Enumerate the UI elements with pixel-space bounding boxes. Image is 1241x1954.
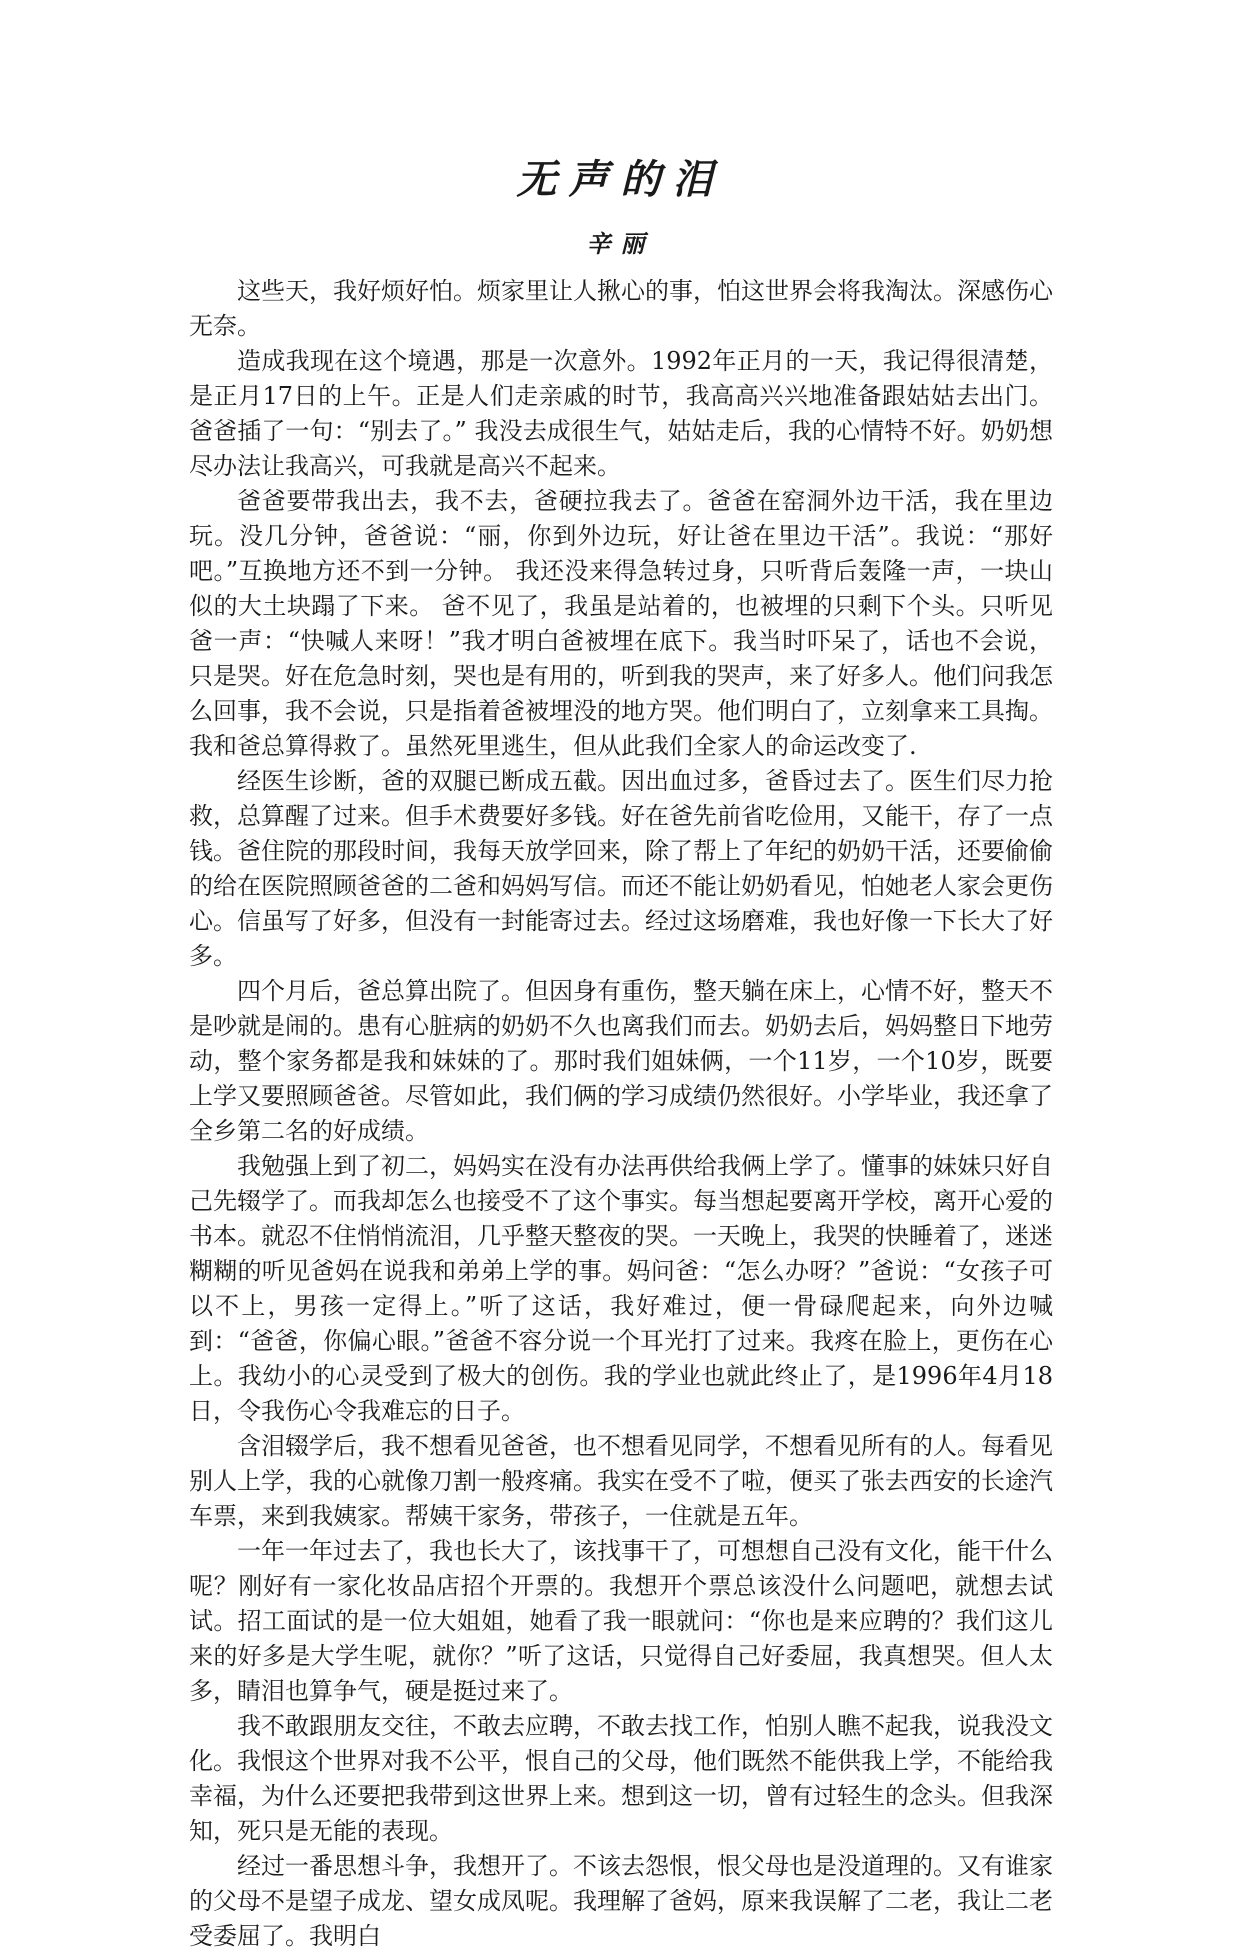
paragraph: 含泪辍学后，我不想看见爸爸，也不想看见同学，不想看见所有的人。每看见别人上学，我的心就像刀割一般疼痛。我实在受不了啦，便买了张去西安的长途汽车票，来到我姨家。帮姨干家务，带孩子，一住就是五年。 bbox=[189, 1432, 1053, 1530]
article-body bbox=[189, 274, 1053, 1954]
paragraph: 我不敢跟朋友交往，不敢去应聘，不敢去找工作，怕别人瞧不起我，说我没文化。我恨这个世界对我不公平，恨自己的父母，他们既然不能供我上学，不能给我幸福，为什么还要把我带到这世界上来。想到这一切，曾有过轻生的念头。但我深知，死只是无能的表现。 bbox=[189, 1712, 1053, 1845]
paragraph: 四个月后，爸总算出院了。但因身有重伤，整天躺在床上，心情不好，整天不是吵就是闹的。患有心脏病的奶奶不久也离我们而去。奶奶去后，妈妈整日下地劳动，整个家务都是我和妹妹的了。那时我们姐妹俩，一个11岁，一个10岁，既要上学又要照顾爸爸。尽管如此，我们俩的学习成绩仍然很好。小学毕业，我还拿了全乡第二名的好成绩。 bbox=[189, 977, 1053, 1145]
paragraph: 造成我现在这个境遇，那是一次意外。1992年正月的一天，我记得很清楚，是正月17日的上午。正是人们走亲戚的时节，我高高兴兴地准备跟姑姑去出门。爸爸插了一句：“别去了。” 我没去成很生气，姑姑走后，我的心情特不好。奶奶想尽办法让我高兴，可我就是高兴不起来。 bbox=[189, 347, 1053, 480]
paragraph: 一年一年过去了，我也长大了，该找事干了，可想想自己没有文化，能干什么呢？刚好有一家化妆品店招个开票的。我想开个票总该没什么问题吧，就想去试试。招工面试的是一位大姐姐，她看了我一眼就问：“你也是来应聘的？我们这儿来的好多是大学生呢，就你？”听了这话，只觉得自己好委屈，我真想哭。但人太多，睛泪也算争气，硬是挺过来了。 bbox=[189, 1537, 1053, 1705]
author-name: 辛丽 bbox=[586, 229, 655, 258]
paragraph: 经医生诊断，爸的双腿已断成五截。因出血过多，爸昏过去了。医生们尽力抢救，总算醒了过来。但手术费要好多钱。好在爸先前省吃俭用，又能干，存了一点钱。爸住院的那段时间，我每天放学回来，除了帮上了年纪的奶奶干活，还要偷偷的给在医院照顾爸爸的二爸和妈妈写信。而还不能让奶奶看见，怕她老人家会更伤心。信虽写了好多，但没有一封能寄过去。经过这场磨难，我也好像一下长大了好多。 bbox=[189, 767, 1053, 970]
paragraph: 这些天，我好烦好怕。烦家里让人揪心的事，怕这世界会将我淘汰。深感伤心无奈。 bbox=[189, 277, 1053, 340]
paragraph: 经过一番思想斗争，我想开了。不该去怨恨，恨父母也是没道理的。又有谁家的父母不是望子成龙、望女成凤呢。我理解了爸妈，原来我误解了二老，我让二老受委屈了。我明白 bbox=[189, 1852, 1053, 1950]
paragraph: 爸爸要带我出去，我不去，爸硬拉我去了。爸爸在窑洞外边干活，我在里边玩。没几分钟，爸爸说：“丽，你到外边玩，好让爸在里边干活”。我说：“那好吧。”互换地方还不到一分钟。 我还没来得急转过身，只听背后轰隆一声，一块山似的大土块蹋了下来。 爸不见了，我虽是站着的，也被埋的只剩下个头。只听见爸一声：“快喊人来呀！”我才明白爸被埋在底下。我当时吓呆了，话也不会说，只是哭。好在危急时刻，哭也是有用的，听到我的哭声，来了好多人。他们问我怎么回事，我不会说，只是指着爸被埋没的地方哭。他们明白了，立刻拿来工具掏。我和爸总算得救了。虽然死里逃生，但从此我们全家人的命运改变了. bbox=[189, 487, 1053, 760]
paragraph: 我勉强上到了初二，妈妈实在没有办法再供给我俩上学了。懂事的妹妹只好自己先辍学了。而我却怎么也接受不了这个事实。每当想起要离开学校，离开心爱的书本。就忍不住悄悄流泪，几乎整天整夜的哭。一天晚上，我哭的快睡着了，迷迷糊糊的听见爸妈在说我和弟弟上学的事。妈问爸：“怎么办呀？”爸说：“女孩子可以不上，男孩一定得上。”听了这话，我好难过，便一骨碌爬起来，向外边喊到：“爸爸，你偏心眼。”爸爸不容分说一个耳光打了过来。我疼在脸上，更伤在心上。我幼小的心灵受到了极大的创伤。我的学业也就此终止了，是1996年4月18日，令我伤心令我难忘的日子。 bbox=[189, 1152, 1053, 1425]
article-title: 无声的泪 bbox=[516, 156, 725, 203]
